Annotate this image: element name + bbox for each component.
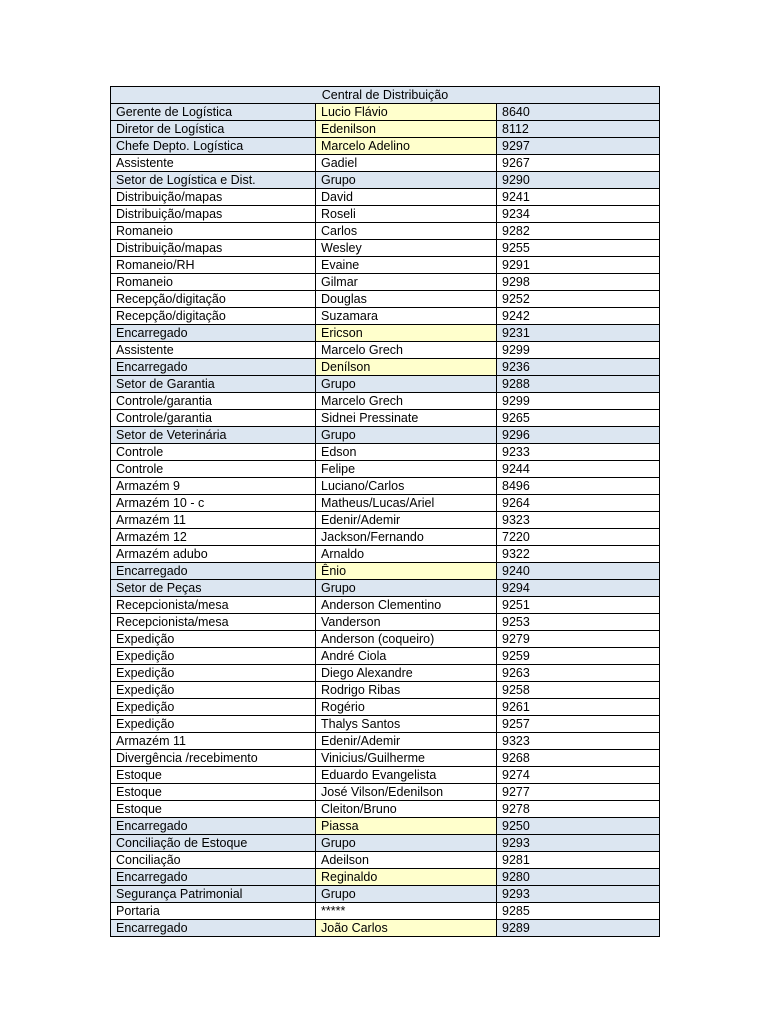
name-cell: Vinicius/Guilherme	[316, 750, 497, 767]
extension-cell: 9277	[497, 784, 660, 801]
extension-cell: 9253	[497, 614, 660, 631]
extension-cell: 8112	[497, 121, 660, 138]
name-cell: Anderson (coqueiro)	[316, 631, 497, 648]
name-cell: Edenilson	[316, 121, 497, 138]
table-row	[111, 699, 660, 716]
role-cell: Romaneio/RH	[111, 257, 316, 274]
extension-cell: 9268	[497, 750, 660, 767]
role-cell: Expedição	[111, 699, 316, 716]
table-row	[111, 308, 660, 325]
table-row	[111, 393, 660, 410]
table-row	[111, 342, 660, 359]
role-cell: Armazém 9	[111, 478, 316, 495]
name-cell: João Carlos	[316, 920, 497, 937]
name-cell: *****	[316, 903, 497, 920]
extension-cell: 9274	[497, 767, 660, 784]
table-row	[111, 461, 660, 478]
extension-cell: 9258	[497, 682, 660, 699]
extension-cell: 9263	[497, 665, 660, 682]
contact-table-body	[111, 87, 660, 937]
role-cell: Recepcionista/mesa	[111, 614, 316, 631]
name-cell: Matheus/Lucas/Ariel	[316, 495, 497, 512]
table-row	[111, 767, 660, 784]
name-cell: Wesley	[316, 240, 497, 257]
role-cell: Armazém 11	[111, 512, 316, 529]
role-cell: Encarregado	[111, 563, 316, 580]
role-cell: Encarregado	[111, 818, 316, 835]
extension-cell: 9280	[497, 869, 660, 886]
extension-cell: 9278	[497, 801, 660, 818]
table-row	[111, 155, 660, 172]
extension-cell: 7220	[497, 529, 660, 546]
table-row	[111, 121, 660, 138]
table-row	[111, 835, 660, 852]
role-cell: Expedição	[111, 665, 316, 682]
extension-cell: 9291	[497, 257, 660, 274]
name-cell: Rogério	[316, 699, 497, 716]
role-cell: Conciliação	[111, 852, 316, 869]
role-cell: Controle	[111, 444, 316, 461]
role-cell: Portaria	[111, 903, 316, 920]
extension-cell: 9297	[497, 138, 660, 155]
table-row	[111, 291, 660, 308]
extension-cell: 9285	[497, 903, 660, 920]
name-cell: Edenir/Ademir	[316, 512, 497, 529]
name-cell: Roseli	[316, 206, 497, 223]
name-cell: Thalys Santos	[316, 716, 497, 733]
name-cell: Grupo	[316, 376, 497, 393]
extension-cell: 9241	[497, 189, 660, 206]
name-cell: Grupo	[316, 580, 497, 597]
table-row	[111, 716, 660, 733]
name-cell: Carlos	[316, 223, 497, 240]
name-cell: Diego Alexandre	[316, 665, 497, 682]
role-cell: Setor de Veterinária	[111, 427, 316, 444]
role-cell: Expedição	[111, 716, 316, 733]
name-cell: Felipe	[316, 461, 497, 478]
name-cell: Douglas	[316, 291, 497, 308]
role-cell: Controle	[111, 461, 316, 478]
role-cell: Estoque	[111, 801, 316, 818]
table-row	[111, 257, 660, 274]
extension-cell: 9323	[497, 512, 660, 529]
role-cell: Distribuição/mapas	[111, 189, 316, 206]
table-row	[111, 274, 660, 291]
table-row	[111, 920, 660, 937]
name-cell: Lucio Flávio	[316, 104, 497, 121]
role-cell: Armazém 11	[111, 733, 316, 750]
table-row	[111, 495, 660, 512]
name-cell: Cleiton/Bruno	[316, 801, 497, 818]
role-cell: Assistente	[111, 155, 316, 172]
table-row	[111, 614, 660, 631]
name-cell: Evaine	[316, 257, 497, 274]
table-row	[111, 376, 660, 393]
role-cell: Romaneio	[111, 223, 316, 240]
name-cell: Rodrigo Ribas	[316, 682, 497, 699]
role-cell: Conciliação de Estoque	[111, 835, 316, 852]
extension-cell: 9322	[497, 546, 660, 563]
table-row	[111, 801, 660, 818]
name-cell: David	[316, 189, 497, 206]
table-row	[111, 172, 660, 189]
name-cell: Grupo	[316, 886, 497, 903]
role-cell: Expedição	[111, 631, 316, 648]
table-row	[111, 852, 660, 869]
name-cell: Piassa	[316, 818, 497, 835]
name-cell: Grupo	[316, 172, 497, 189]
name-cell: Eduardo Evangelista	[316, 767, 497, 784]
extension-cell: 9298	[497, 274, 660, 291]
name-cell: Reginaldo	[316, 869, 497, 886]
table-row	[111, 597, 660, 614]
table-row	[111, 869, 660, 886]
name-cell: Marcelo Grech	[316, 342, 497, 359]
table-row	[111, 665, 660, 682]
role-cell: Encarregado	[111, 869, 316, 886]
extension-cell: 8640	[497, 104, 660, 121]
role-cell: Recepcionista/mesa	[111, 597, 316, 614]
table-row	[111, 580, 660, 597]
name-cell: Marcelo Adelino	[316, 138, 497, 155]
role-cell: Setor de Logística e Dist.	[111, 172, 316, 189]
role-cell: Romaneio	[111, 274, 316, 291]
role-cell: Controle/garantia	[111, 393, 316, 410]
name-cell: Edson	[316, 444, 497, 461]
role-cell: Controle/garantia	[111, 410, 316, 427]
role-cell: Expedição	[111, 648, 316, 665]
extension-cell: 9288	[497, 376, 660, 393]
role-cell: Setor de Peças	[111, 580, 316, 597]
extension-cell: 8496	[497, 478, 660, 495]
table-row	[111, 444, 660, 461]
name-cell: Vanderson	[316, 614, 497, 631]
role-cell: Recepção/digitação	[111, 291, 316, 308]
extension-cell: 9293	[497, 886, 660, 903]
extension-cell: 9296	[497, 427, 660, 444]
name-cell: Marcelo Grech	[316, 393, 497, 410]
extension-cell: 9281	[497, 852, 660, 869]
table-row	[111, 563, 660, 580]
name-cell: Ênio	[316, 563, 497, 580]
table-row	[111, 648, 660, 665]
extension-cell: 9267	[497, 155, 660, 172]
extension-cell: 9240	[497, 563, 660, 580]
table-title: Central de Distribuição	[111, 87, 660, 104]
role-cell: Distribuição/mapas	[111, 240, 316, 257]
role-cell: Encarregado	[111, 359, 316, 376]
extension-cell: 9299	[497, 342, 660, 359]
name-cell: José Vilson/Edenilson	[316, 784, 497, 801]
name-cell: Grupo	[316, 835, 497, 852]
role-cell: Divergência /recebimento	[111, 750, 316, 767]
extension-cell: 9234	[497, 206, 660, 223]
name-cell: Jackson/Fernando	[316, 529, 497, 546]
extension-cell: 9282	[497, 223, 660, 240]
extension-cell: 9255	[497, 240, 660, 257]
table-row	[111, 512, 660, 529]
role-cell: Chefe Depto. Logística	[111, 138, 316, 155]
table-row	[111, 410, 660, 427]
extension-cell: 9279	[497, 631, 660, 648]
extension-cell: 9293	[497, 835, 660, 852]
table-row	[111, 478, 660, 495]
contact-table	[110, 86, 660, 937]
role-cell: Diretor de Logística	[111, 121, 316, 138]
role-cell: Estoque	[111, 767, 316, 784]
extension-cell: 9290	[497, 172, 660, 189]
table-row	[111, 750, 660, 767]
extension-cell: 9257	[497, 716, 660, 733]
extension-cell: 9289	[497, 920, 660, 937]
role-cell: Assistente	[111, 342, 316, 359]
name-cell: Sidnei Pressinate	[316, 410, 497, 427]
extension-cell: 9236	[497, 359, 660, 376]
table-row	[111, 682, 660, 699]
table-row	[111, 427, 660, 444]
extension-cell: 9250	[497, 818, 660, 835]
role-cell: Armazém adubo	[111, 546, 316, 563]
extension-cell: 9244	[497, 461, 660, 478]
extension-cell: 9242	[497, 308, 660, 325]
extension-cell: 9299	[497, 393, 660, 410]
table-row	[111, 240, 660, 257]
name-cell: Arnaldo	[316, 546, 497, 563]
role-cell: Armazém 10 - c	[111, 495, 316, 512]
extension-cell: 9251	[497, 597, 660, 614]
role-cell: Recepção/digitação	[111, 308, 316, 325]
name-cell: André Ciola	[316, 648, 497, 665]
role-cell: Gerente de Logística	[111, 104, 316, 121]
extension-cell: 9259	[497, 648, 660, 665]
role-cell: Encarregado	[111, 920, 316, 937]
name-cell: Gadiel	[316, 155, 497, 172]
role-cell: Setor de Garantia	[111, 376, 316, 393]
table-row	[111, 546, 660, 563]
name-cell: Denílson	[316, 359, 497, 376]
role-cell: Armazém 12	[111, 529, 316, 546]
extension-cell: 9323	[497, 733, 660, 750]
name-cell: Suzamara	[316, 308, 497, 325]
role-cell: Distribuição/mapas	[111, 206, 316, 223]
table-row	[111, 784, 660, 801]
extension-cell: 9264	[497, 495, 660, 512]
table-row	[111, 631, 660, 648]
role-cell: Encarregado	[111, 325, 316, 342]
name-cell: Anderson Clementino	[316, 597, 497, 614]
role-cell: Expedição	[111, 682, 316, 699]
extension-cell: 9294	[497, 580, 660, 597]
table-row	[111, 206, 660, 223]
table-row	[111, 359, 660, 376]
extension-cell: 9265	[497, 410, 660, 427]
table-row	[111, 189, 660, 206]
table-row	[111, 818, 660, 835]
name-cell: Adeilson	[316, 852, 497, 869]
name-cell: Grupo	[316, 427, 497, 444]
name-cell: Edenir/Ademir	[316, 733, 497, 750]
table-row	[111, 223, 660, 240]
name-cell: Ericson	[316, 325, 497, 342]
extension-cell: 9231	[497, 325, 660, 342]
table-row	[111, 104, 660, 121]
extension-cell: 9261	[497, 699, 660, 716]
table-row	[111, 529, 660, 546]
extension-cell: 9233	[497, 444, 660, 461]
table-row	[111, 138, 660, 155]
role-cell: Estoque	[111, 784, 316, 801]
table-row	[111, 325, 660, 342]
name-cell: Luciano/Carlos	[316, 478, 497, 495]
table-row	[111, 903, 660, 920]
extension-cell: 9252	[497, 291, 660, 308]
table-title-row	[111, 87, 660, 104]
role-cell: Segurança Patrimonial	[111, 886, 316, 903]
table-row	[111, 733, 660, 750]
table-row	[111, 886, 660, 903]
name-cell: Gilmar	[316, 274, 497, 291]
